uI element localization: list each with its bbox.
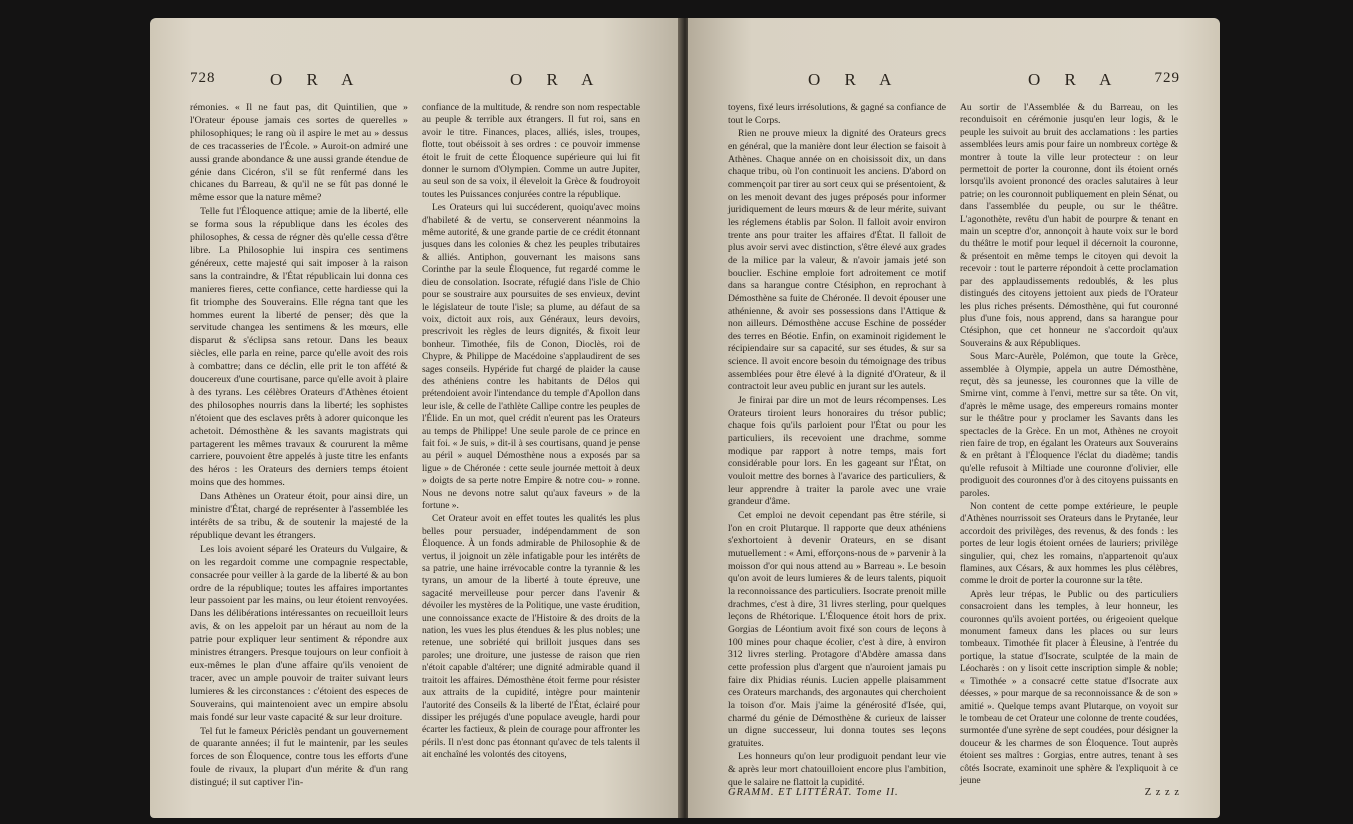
paragraph: Sous Marc-Aurèle, Polémon, que toute la Grèce, assemblée à Olympie, appela un autre Démosthène, reçut, dès sa jeunesse, les couronnes que la ville de Smirne vint, comme à l'envi, mettre sur sa tête. On vit, d'après le même usage, des empereurs romains monter sur le théâtre pour y proclamer les Savants dans les spectacles de la Grèce. En un mot, Athènes ne croyoit rien faire de trop, en égalant les Orateurs aux Souverains & en prêtant à l'Éloquence l'éclat du diadème; tandis qu'elle refusoit à Miltiade une couronne d'olivier, elle prodiguoit des couronnes d'or à des citoyens puissants en paroles. [960,352,1178,499]
left-page [150,18,682,818]
paragraph: Au sortir de l'Assemblée & du Barreau, on les reconduisoit en cérémonie jusqu'en leur logis, & le peuple les suivoit au bruit des acclamations : les parties assemblées leurs amis pour faire un nombreux cortège & montrer à toute la ville leur protecteur : on leur permettoit de porter la couronne, dont ils étoient ornés lorsqu'ils avoient prononcé des oracles salutaires à leur patrie; on les couronnoit publiquement en plein Sénat, ou dans l'assemblée du peuple, ou sur le théâtre. L'agonothète, revêtu d'un habit de pourpre & tenant en main un sceptre d'or, annonçoit à haute voix sur le bord du théâtre le motif pour lequel il décernoit la couronne, & présentoit en même temps le citoyen qui devoit la recevoir : tout le parterre répondoit à cette proclamation par des applaudissements redoublés, & les plus distingués des citoyens jettoient aux pieds de l'Orateur les plus riches présents. Démosthène, qui fut couronné plus d'une fois, nous apprend, dans sa harangue pour Ctésiphon, que cet honneur ne s'accordoit qu'aux Souverains & aux Républiques. [960,103,1178,349]
paragraph: rémonies. « Il ne faut pas, dit Quintilien, que » l'Orateur épouse jamais ces sortes de querelles » philosophiques; le rang où il aspire le met au » dessus de ces tracasseries de l'École. » Auroit-on admiré une aussi grande abondance & une aussi grande étendue de génie dans Cicéron, s'il se fût renfermé dans les chicanes du Barreau, & qu'il ne se fût pas donné le même essor que la nature même? [190,102,408,204]
paragraph: Tel fut le fameux Périclès pendant un gouvernement de quarante années; il fut le maintenir, par les seules forces de son Éloquence, contre tous les efforts d'une foule de rivaux, la plupart d'un mérite & d'un rang distingué; il sut captiver l'in- [190,725,408,789]
page-number: 728 [190,70,216,86]
paragraph: Les honneurs qu'on leur prodiguoit pendant leur vie & après leur mort chatouilloient encore plus l'ambition, que le salaire ne flattoit la cupidité. [728,751,946,788]
text-column [960,102,1178,788]
text-column [728,102,946,790]
paragraph: toyens, fixé leurs irrésolutions, & gagné sa confiance de tout le Corps. [728,102,946,126]
right-page [688,18,1220,818]
text-column [190,102,408,791]
paragraph: Non content de cette pompe extérieure, le peuple d'Athènes nourrissoit ses Orateurs dans le Prytanée, leur accordoit des privilèges, des revenus, & des fonds : les portes de leur logis étoient ornées de lauriers; privilège singulier, qui, chez les romains, n'appartenoit qu'aux flamines, aux Césars, & aux hommes les plus célèbres, comme le droit de porter la couronne sur la tête. [960,502,1178,587]
page-footer [728,787,1180,798]
paragraph: Cet Orateur avoit en effet toutes les qualités les plus belles pour persuader, indépendamment de son Éloquence. À un fonds admirable de Philosophie & de vertus, il joignoit un zèle infatigable pour les intérêts de sa patrie, une haine irrévocable contre la tyrannie & les tyrans, un amour de la liberté à toute épreuve, une sagacité merveilleuse pour percer dans l'avenir & dévoiler les mystères de la Politique, une vaste érudition, une connoissance exacte de l'Histoire & des droits de la nation, les vues les plus étendues & les plus nobles; une retenue, une sobriété qui brilloit jusques dans ses paroles; une droiture, une justesse de raison que rien n'étoit capable d'altérer; une dignité admirable quand il traitoit les affaires. Démosthène étoit ferme pour résister aux attraits de la cupidité, intègre pour maintenir l'autorité des Conseils & la liberté de l'État, éclairé pour dissiper les préjugés d'une populace aveugle, hardi pour écarter les factieux, & plein de courage pour affronter les périls. Il n'est donc pas étonnant qu'avec de tels talents il ait enchaîné les volontés des citoyens, [422,514,640,761]
paragraph: Les Orateurs qui lui succéderent, quoiqu'avec moins d'habileté & de vertu, se conserverent néanmoins la même autorité, & une grande partie de ce crédit étonnant jusques dans les colonies & chez les peuples tributaires & alliés. Antiphon, gouvernant les maisons sans Corinthe par la seule Éloquence, fut regardé comme le dieu de consolation. Isocrate, réfugié dans l'isle de Chio pour se soustraire aux poursuites de ses envieux, devint le législateur de toute l'isle; sa plume, au défaut de sa voix, dictoit aux rois, aux Généraux, leurs devoirs, prescrivoit les règles de leurs dignités, & fixoit leur bonheur. Timothée, fils de Conon, Dioclès, roi de Chypre, & Philippe de Macédoine s'applaudirent de ses sages conseils. Hypéride fut chargé de plaider la cause des athéniens contre les habitants de Délos qui prétendoient avoir l'intendance du temple d'Apollon dans leur isle, & celle de l'athlète Callipe contre les peuples de l'Élide. En un mot, quel crédit n'eurent pas les Orateurs au temps de Philippe! Une seule parole de ce prince en fait foi. « Je suis, » dit-il à ses courtisans, quand je pense au péril » auquel Démosthène nous a exposés par sa ligue » de Chéronée : cette seule journée mettoit à deux » doigts de sa perte notre Empire & notre cou- » ronne. Nous ne devons notre salut qu'aux faveurs » de la fortune ». [422,203,640,511]
text-column [422,102,640,763]
paragraph: Les lois avoient séparé les Orateurs du Vulgaire, & on les regardoit comme une compagnie respectable, consacrée pour veiller à la garde de la liberté & au bon ordre de la république; toutes les affaires importantes leur passoient par les mains, ou leur étoient renvoyées. Dans les délibérations intéressantes on recueilloit leurs avis, & on les appeloit par un héraut au nom de la patrie pour expliquer leur sentiment & répondre aux ministres étrangers. Presque toujours on leur confioit à eux-mêmes le plan d'une affaire qu'ils venoient de tracer, avec un ample pouvoir de traiter suivant leurs lumieres & les circonstances : c'étoient des especes de Souverains, qui maintenoient avec un empire absolu mais fondé sur leur vaste capacité & sur leur droiture. [190,543,408,723]
running-title: O R A [1028,70,1122,89]
left-running-head [190,70,642,96]
right-running-head [728,70,1180,96]
running-title: O R A [510,70,604,89]
running-title: O R A [270,70,364,89]
paragraph: Dans Athènes un Orateur étoit, pour ainsi dire, un ministre d'État, chargé de représenter à l'assemblée les intérêts de sa tribu, & de soutenir la majesté de la république devant les étrangers. [190,491,408,541]
footer-title: GRAMM. ET LITTÉRAT. Tome II. [728,787,899,798]
running-title: O R A [808,70,902,89]
page-number: 729 [1154,70,1180,86]
paragraph: Cet emploi ne devoit cependant pas être stérile, si l'on en croit Plutarque. Il rapporte que deux athéniens s'exhortoient à devenir Orateurs, en se disant mutuellement : « Ami, efforçons-nous de » parvenir à la moisson d'or qui nous attend au » Barreau ». Le besoin qu'on avoit de leurs lumieres & de leurs talents, piquoit la reconnoissance des particuliers. Isocrate prenoit mille drachmes, c'est à dire, 31 livres sterling, pour quelques leçons de Rhétorique. L'Éloquence étoit hors de prix. Gorgias de Léontium avoit fixé son cours de leçons à 100 mines pour chaque écolier, c'est à dire, à environ 312 livres sterling. Protagore d'Abdère amassa dans cette profession plus d'argent que n'auroient jamais pu faire dix Phidias réunis. Lucien appelle plaisamment ces Orateurs marchands, des argonautes qui cherchoient la toison d'or. Mais j'aime la générosité d'Isée, qui, charmé du génie de Démosthène & curieux de laisser un digne successeur, lui donna toutes ses leçons gratuites. [728,510,946,749]
paragraph: confiance de la multitude, & rendre son nom respectable au peuple & terrible aux étrangers. Il fut roi, sans en avoir le titre. Finances, places, alliés, isles, troupes, flotte, tout obéissoit à ses ordres : ce pouvoir immense étoit le fruit de cette Éloquence supérieure qui lui fit donner le surnom d'Olympien. Comme un autre Jupiter, au seul son de sa voix, il éleveloit la Grèce & foudroyoit toutes les Puissances conjurées contre la république. [422,103,640,200]
paragraph: Après leur trépas, le Public ou des particuliers consacroient dans les temples, à leur honneur, les couronnes qu'ils avoient portées, ou érigeoient quelque monument fameux dans les places ou sur leurs tombeaux. Timothée fit placer à Éleusine, à l'entrée du portique, la statue d'Isocrate, sculptée de la main de Léocharès : on y lisoit cette inscription simple & noble; « Timothée » a consacré cette statue d'Isocrate aux déesses, » pour marque de sa reconnoissance & de son » amitié ». Quelque temps avant Plutarque, on voyoit sur le tombeau de cet Orateur une colonne de trente coudées, surmontée d'une syrène de sept coudées, pour désigner la douceur & les charmes de son Éloquence. Tout auprès étoient ses maîtres : Gorgias, entre autres, tenant à ses côtés Isocrate, examinoit une sphère & l'expliquoit à ce jeune [960,589,1178,786]
signature-mark: Z z z z [1144,787,1180,798]
paragraph: Telle fut l'Éloquence attique; amie de la liberté, elle se forma sous la république dans les écoles des philosophes, & cessa de régner dès qu'elle cessa d'être libre. La Philosophie lui inspira ces sentimens généreux, cette majesté qui sait imposer à la raison sans la contraindre, & l'État républicain lui donna ces manieres fieres, cette confiance, cette hardiesse qui la fit triomphe des Souverains. Elle régna tant que les hommes eurent la liberté de penser; dès que la servitude changea les sentimens & les mœurs, elle disparut & s'éclipsa sans retour. Dans les beaux siècles, elle parla en reine, parce qu'elle avoit des rois à combattre; dans ce déclin, elle prit le ton affété & doucereux d'une courtisane, parce qu'elle avoit à plaire à des tyrans. Les célèbres Orateurs d'Athènes étoient des philosophes nourris dans la liberté; les sophistes n'étoient que des esclaves prêts à adorer quiconque les achetoit. Démosthène & les savants magistrats qui partagerent les mêmes travaux & coururent la même carriere, pouvoient être appelés à juste titre les enfants des héros : les Orateurs des derniers temps étoient moins que des hommes. [190,206,408,489]
book-spread [150,18,1220,818]
paragraph: Je finirai par dire un mot de leurs récompenses. Les Orateurs tiroient leurs honoraires du trésor public; chaque fois qu'ils parloient pour l'État ou pour les particuliers, ils recevoient une drachme, somme modique par rapport à notre temps, mais fort considérable pour lors. En les gageant sur l'État, on vouloit mettre des bornes à l'avarice des particuliers, & leur apprendre à traiter la parole avec une vraie grandeur d'âme. [728,395,946,508]
paragraph: Rien ne prouve mieux la dignité des Orateurs grecs en général, que la manière dont leur élection se faisoit à Athènes. Chaque année on en choisissoit dix, un dans chaque tribu, où l'on continuoit les anciens. D'abord on commençoit par tirer au sort ceux qui se présentoient, & on les menoit devant des juges préposés pour informer juridiquement de leurs mœurs & de leur mérite, suivant les réglemens établis par Solon. Il falloit avoir environ trente ans pour traiter les affaires d'État. Il falloit de plus avoir servi avec distinction, s'être élevé aux grades de la milice par la valeur, & n'avoir jamais jeté son bouclier. Eschine emploie fort adroitement ce motif dans sa harangue contre Ctésiphon, en reprochant à Démosthène sa fuite de Chéronée. Il devoit épouser une athénienne, & avoir ses possessions dans l'Attique & non ailleurs. Démosthène accuse Eschine de posséder des terres en Béotie. Enfin, on examinoit rigidement le récipiendaire sur sa capacité, sur ses études, & sur sa science. Il avoit encore besoin du témoignage des tribus assemblées pour être élevé à la dignité d'Orateur, & il contractoit leur aveu public en jurant sur les autels. [728,128,946,393]
